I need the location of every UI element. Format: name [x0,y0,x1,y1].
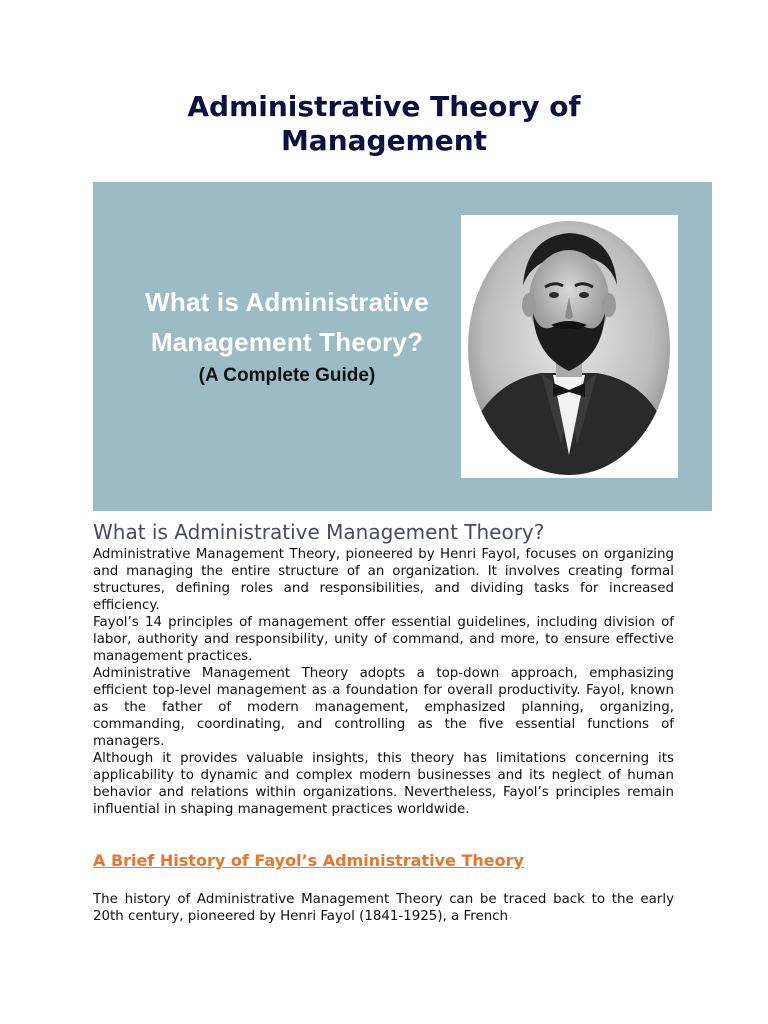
henri-fayol-portrait [461,215,678,478]
paragraph-limitations: Although it provides valuable insights, this theory has limitations concerning its applicability to dynamic and complex modern businesses and its neglect of human behavior and relations within organizations. Nevertheless, Fayol’s principles remain influential in shaping management practices worldwide. [93,751,674,817]
section-heading-history: A Brief History of Fayol’s Administrative Theory [93,851,524,870]
section-heading-what-is: What is Administrative Management Theory? [93,520,545,544]
hero-title-line-1: What is Administrative [145,287,429,317]
paragraph-top-down: Administrative Management Theory adopts a top-down approach, emphasizing efficient top-level management as a foundation for overall productivity. Fayol, known as the father of modern management, emphasized planning, organizing, commanding, coordinating, and controlling as the five essential functions of managers. [93,666,674,749]
hero-banner-image [93,182,712,511]
page-title: Administrative Theory of Management [187,90,581,157]
paragraph-history: The history of Administrative Management Theory can be traced back to the early 20th century, pioneered by Henri Fayol (1841-1925), a French [93,892,674,924]
hero-title-line-2: Management Theory? [150,327,424,357]
hero-subtitle: (A Complete Guide) [198,365,376,386]
hero-text [101,282,473,390]
portrait-photo [461,215,678,478]
paragraph-principles: Fayol’s 14 principles of management offer essential guidelines, including division of labor, authority and responsibility, unity of command, and more, to ensure effective management practices. [93,615,674,664]
paragraph-intro: Administrative Management Theory, pioneered by Henri Fayol, focuses on organizing and managing the entire structure of an organization. It involves creating formal structures, defining roles and responsibilities, and dividing tasks for increased efficiency. [93,547,674,613]
section-body [93,546,674,818]
